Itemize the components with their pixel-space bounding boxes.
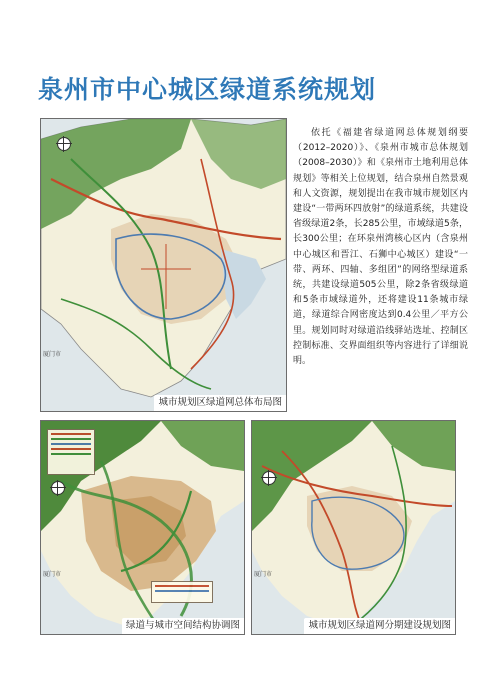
map-overall-graphic — [41, 119, 286, 411]
map-note-box — [151, 581, 213, 603]
north-arrow-icon — [57, 137, 71, 151]
map-spatial-coordination — [40, 420, 245, 635]
map-overall-layout — [40, 118, 287, 412]
map-place-label: 厦门市 — [43, 351, 62, 358]
map-place-label: 厦门市 — [254, 571, 273, 578]
map-phasing-graphic — [252, 421, 455, 634]
north-arrow-icon — [262, 471, 276, 485]
north-arrow-icon — [51, 481, 65, 495]
map-caption: 城市规划区绿道网分期建设规划图 — [304, 618, 455, 634]
map-caption: 绿道与城市空间结构协调图 — [122, 618, 244, 634]
map-phasing-plan — [251, 420, 456, 635]
body-paragraph: 依托《福建省绿道网总体规划纲要（2012–2020）》、《泉州市城市总体规划（2008–2030）》和《泉州市土地利用总体规划》等相关上位规划，结合泉州自然景观和人文资源，规划提出在我市城市规划区内建设“一带两环四放射”的绿道系统，共建设省级绿道2条，长285公里，市域绿道5条，长300公里；在环泉州湾核心区内（含泉州中心城区和晋江、石狮中心城区）建设“一带、两环、四轴、多组团”的网络型绿道系统，共建设绿道505公里，除2条省级绿道和5条市域绿道外，还将建设11条城市绿道，绿道综合网密度达到0.4公里／平方公里。规划同时对绿道沿线驿站选址、控制区控制标准、交界面组织等内容进行了详细说明。 — [293, 128, 468, 367]
page-title: 泉州市中心城区绿道系统规划 — [38, 75, 377, 104]
map-caption: 城市规划区绿道网总体布局图 — [154, 395, 286, 411]
map-legend — [47, 429, 95, 475]
map-place-label: 厦门市 — [43, 571, 62, 578]
